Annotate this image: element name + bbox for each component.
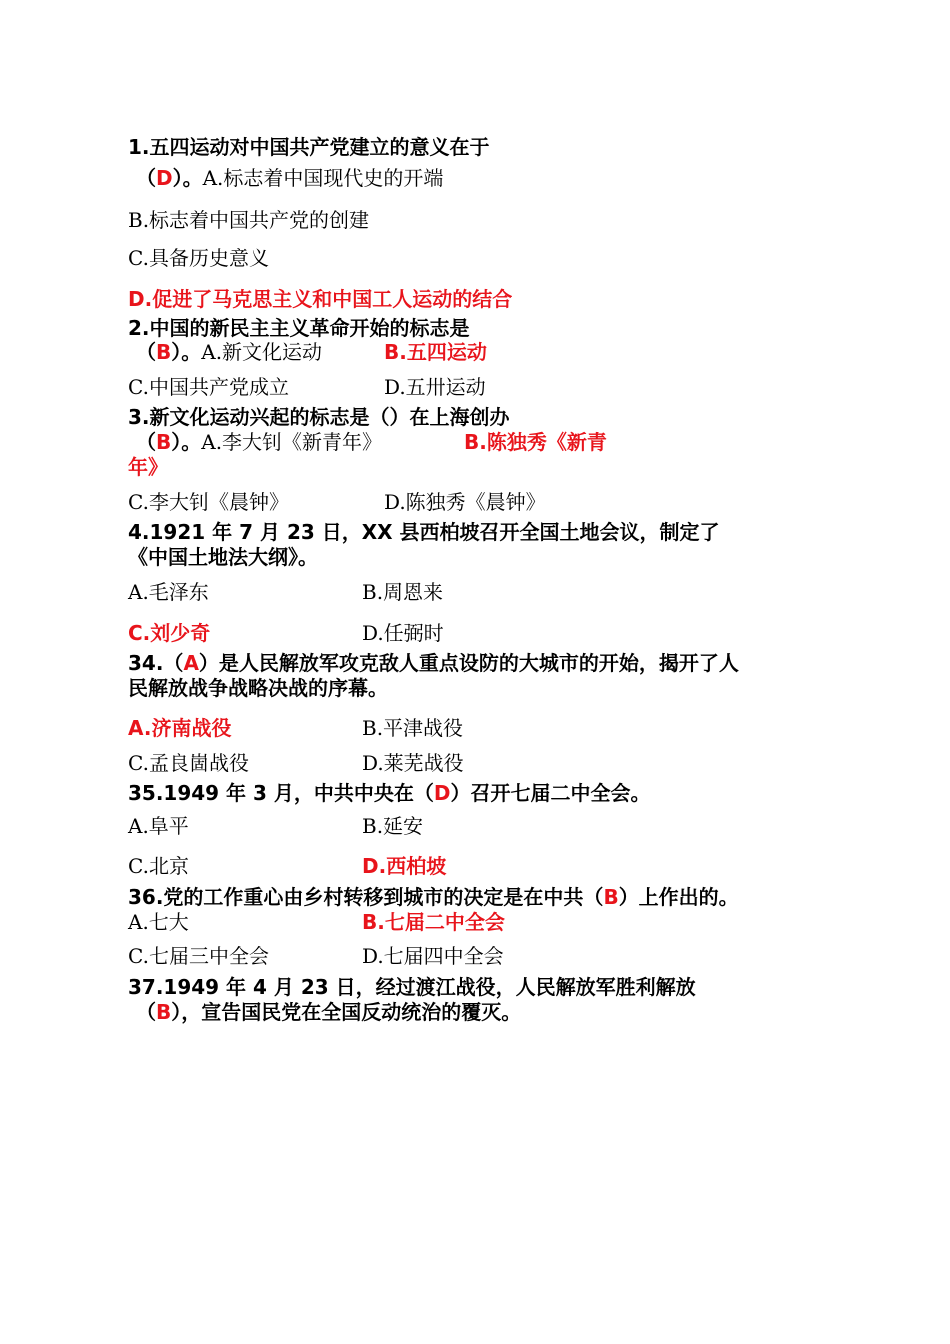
option-35-a: A.阜平: [128, 814, 189, 838]
option-36-d: D.七届四中全会: [362, 944, 504, 968]
question-4-text: 4.1921 年 7 月 23 日，XX 县西柏坡召开全国土地会议，制定了: [128, 520, 720, 544]
question-2-text: 2.中国的新民主主义革命开始的标志是: [128, 316, 470, 340]
paren-close: ）: [171, 340, 182, 364]
option-3-c: C.李大钊《晨钟》: [128, 490, 289, 514]
option-3-d: D.陈独秀《晨钟》: [384, 490, 546, 514]
option-1-b: B.标志着中国共产党的创建: [128, 208, 370, 232]
option-35-c: C.北京: [128, 854, 189, 878]
paren-open: （: [136, 1000, 156, 1024]
question-37-text: 37.1949 年 4 月 23 日，经过渡江战役，人民解放军胜利解放: [128, 975, 696, 999]
paren-open: （: [136, 340, 156, 364]
question-2-answer-line: [136, 336, 322, 365]
question-34-text-line2: 民解放战争战略决战的序幕。: [128, 676, 388, 700]
option-3-a: A.李大钊《新青年》: [201, 430, 383, 454]
answer-1: D: [156, 166, 173, 190]
question-3-answer-line: [136, 426, 382, 455]
option-3-b-line2: 年》: [128, 455, 168, 479]
option-3-b-line1: B.陈独秀《新青: [464, 430, 607, 454]
option-2-d: D.五卅运动: [384, 375, 486, 399]
option-4-c: C.刘少奇: [128, 621, 211, 645]
paren-open: （: [136, 166, 156, 190]
paren-close: ）: [171, 430, 182, 454]
option-4-a: A.毛泽东: [128, 580, 209, 604]
option-35-b: B.延安: [362, 814, 424, 838]
option-34-a: A.济南战役: [128, 716, 232, 740]
option-35-d: D.西柏坡: [362, 854, 447, 878]
option-2-a: A.新文化运动: [201, 340, 323, 364]
option-34-b: B.平津战役: [362, 716, 464, 740]
question-1-text: 1.五四运动对中国共产党建立的意义在于: [128, 135, 490, 159]
period: 。: [181, 340, 202, 364]
question-1-answer-line: [136, 162, 443, 191]
answer-37: B: [156, 1000, 172, 1024]
question-35-rest: ）召开七届二中全会。: [450, 781, 651, 805]
question-3-text: 3.新文化运动兴起的标志是（）在上海创办: [128, 405, 510, 429]
option-4-b: B.周恩来: [362, 580, 444, 604]
question-36-rest: ）上作出的。: [618, 885, 739, 909]
question-37-rest: ），宣告国民党在全国反动统治的覆灭。: [171, 1000, 522, 1024]
option-34-d: D.莱芜战役: [362, 751, 464, 775]
answer-3: B: [156, 430, 172, 454]
option-36-a: A.七大: [128, 910, 189, 934]
option-4-d: D.任弼时: [362, 621, 444, 645]
option-2-c: C.中国共产党成立: [128, 375, 289, 399]
option-34-c: C.孟良崮战役: [128, 751, 249, 775]
question-35-text: [128, 777, 651, 806]
answer-2: B: [156, 340, 172, 364]
question-37-text-line2: [136, 996, 521, 1025]
period: 。: [182, 166, 203, 190]
option-1-a: A.标志着中国现代史的开端: [202, 166, 444, 190]
question-34-prefix: 34.（: [128, 651, 184, 675]
paren-close: ）: [172, 166, 183, 190]
paren-open: （: [136, 430, 156, 454]
answer-35: D: [433, 781, 451, 805]
question-34-rest: ）是人民解放军攻克敌人重点设防的大城市的开始，揭开了人: [198, 651, 739, 675]
question-36-prefix: 36.党的工作重心由乡村转移到城市的决定是在中共（: [128, 885, 604, 909]
option-36-c: C.七届三中全会: [128, 944, 269, 968]
period: 。: [181, 430, 202, 454]
question-35-prefix: 35.1949 年 3 月，中共中央在（: [128, 781, 434, 805]
option-1-c: C.具备历史意义: [128, 246, 269, 270]
question-4-text-line2: 《中国土地法大纲》。: [128, 545, 318, 569]
option-36-b: B.七届二中全会: [362, 910, 505, 934]
answer-34: A: [183, 651, 199, 675]
option-1-d: D.促进了马克思主义和中国工人运动的结合: [128, 287, 513, 311]
answer-36: B: [603, 885, 619, 909]
option-2-b: B.五四运动: [384, 340, 487, 364]
